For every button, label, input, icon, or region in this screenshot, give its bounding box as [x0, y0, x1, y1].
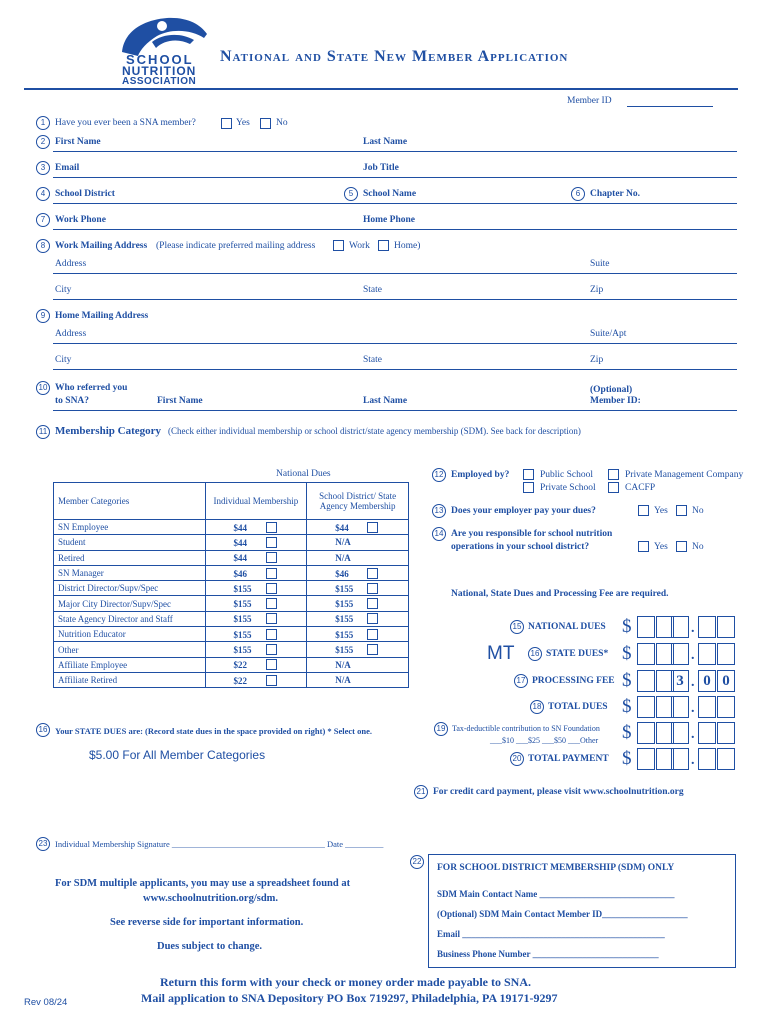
q16-label: STATE DUES* [546, 649, 609, 659]
logo-line3: ASSOCIATION [122, 76, 197, 87]
sdm-price: N/A [335, 659, 351, 670]
q18-dollar-sign: $ [622, 696, 632, 717]
first-name-label: First Name [55, 137, 101, 147]
responsible-no-checkbox[interactable] [676, 541, 687, 552]
referrer-member-id-label: Member ID: [590, 396, 641, 406]
dues-row [54, 642, 409, 657]
dues-row [54, 520, 409, 535]
individual-checkbox[interactable] [266, 583, 277, 594]
q6-number: 6 [571, 187, 585, 201]
sdm-checkbox[interactable] [367, 583, 378, 594]
q19-decimal-point: . [691, 727, 695, 742]
chapter-no-label: Chapter No. [590, 189, 640, 199]
q12-number: 12 [432, 468, 446, 482]
responsible-label-1: Are you responsible for school nutrition [451, 529, 613, 539]
q16-decimal-point: . [691, 648, 695, 663]
individual-cell [205, 611, 307, 626]
dues-row [54, 581, 409, 596]
q1-no-checkbox[interactable] [260, 118, 271, 129]
individual-checkbox[interactable] [266, 522, 277, 533]
q16-digit-box[interactable] [698, 643, 716, 665]
home-city-label: City [55, 355, 72, 365]
dues-row [54, 627, 409, 642]
q21-number: 21 [414, 785, 428, 799]
page-title: National and State New Member Application [220, 48, 569, 65]
q19-digit-box[interactable] [717, 722, 735, 744]
individual-cell [205, 657, 307, 672]
q20-label: TOTAL PAYMENT [528, 754, 609, 764]
q16-digit-box[interactable] [671, 643, 689, 665]
category-cell: Student [54, 535, 206, 550]
individual-cell [205, 627, 307, 642]
work-suite-label: Suite [590, 259, 610, 269]
sdm-price: N/A [335, 675, 351, 686]
private-mgmt-checkbox[interactable] [608, 469, 619, 480]
name-line[interactable] [53, 151, 737, 152]
dues-row [54, 672, 409, 687]
sdm-cell [307, 657, 409, 672]
responsible-no-label: No [692, 542, 704, 552]
q17-decimal-point: . [691, 675, 695, 690]
sdm-price: N/A [335, 552, 351, 563]
q19-digit-box[interactable] [671, 722, 689, 744]
sdm-cell [307, 596, 409, 611]
reverse-side-note: See reverse side for important information. [110, 917, 304, 928]
category-cell: Retired [54, 550, 206, 565]
q2-number: 2 [36, 135, 50, 149]
category-cell: Other [54, 642, 206, 657]
foundation-label-2: ___$10 ___$25 ___$50 ___Other [490, 736, 599, 745]
dues-required-note: National, State Dues and Processing Fee are required. [451, 589, 669, 599]
sdm-price: $46 [335, 568, 349, 579]
individual-cell [205, 520, 307, 535]
employer-pays-yes-label: Yes [654, 506, 668, 516]
sdm-checkbox[interactable] [367, 613, 378, 624]
q18-decimal-point: . [691, 701, 695, 716]
q1-no-label: No [276, 118, 288, 128]
last-name-label: Last Name [363, 137, 408, 147]
sdm-note-2: www.schoolnutrition.org/sdm. [143, 893, 279, 904]
private-school-checkbox[interactable] [523, 482, 534, 493]
individual-price: $44 [233, 553, 248, 564]
individual-checkbox[interactable] [266, 598, 277, 609]
sdm-price: $155 [335, 645, 354, 656]
sdm-price: $155 [335, 583, 354, 594]
q20-digit-box[interactable] [671, 748, 689, 770]
q23-number: 23 [36, 837, 50, 851]
sdm-cell [307, 627, 409, 642]
q18-digit-box[interactable] [671, 696, 689, 718]
q20-digit-box[interactable] [717, 748, 735, 770]
referrer-first-label: First Name [157, 396, 203, 406]
work-city-label: City [55, 285, 72, 295]
col-individual: Individual Membership [205, 483, 307, 520]
q16-number: 16 [528, 647, 542, 661]
credit-card-note: For credit card payment, please visit www.schoolnutrition.org [433, 787, 684, 797]
logo-graphic-icon [112, 12, 212, 56]
national-dues-heading: National Dues [276, 469, 331, 479]
q19-digit-box[interactable] [637, 722, 655, 744]
col-member-categories: Member Categories [54, 483, 206, 520]
sdm-cell [307, 581, 409, 596]
sna-logo [112, 12, 212, 92]
dues-row [54, 611, 409, 626]
q17-digit-box[interactable]: 3 [671, 670, 689, 692]
work-address-label: Address [55, 259, 87, 269]
q7-number: 7 [36, 213, 50, 227]
email-label: Email [55, 163, 80, 173]
q20-decimal-point: . [691, 753, 695, 768]
individual-price: $22 [233, 675, 248, 686]
q19-number: 19 [434, 722, 448, 736]
school-name-label: School Name [363, 189, 417, 199]
sdm-contact-name[interactable]: SDM Main Contact Name ______________________________ [437, 889, 675, 899]
q16-digit-box[interactable] [717, 643, 735, 665]
sdm-cell [307, 550, 409, 565]
q11-number: 11 [36, 425, 50, 439]
individual-price: $155 [233, 629, 252, 640]
q3-number: 3 [36, 161, 50, 175]
public-school-label: Public School [540, 470, 594, 480]
q15-dollar-sign: $ [622, 616, 632, 637]
dues-row [54, 657, 409, 672]
sdm-checkbox[interactable] [367, 598, 378, 609]
return-instruction: Return this form with your check or money order made payable to SNA. [160, 975, 531, 989]
sdm-email[interactable]: Email _____________________________________________ [437, 929, 665, 939]
q17-digit-box[interactable] [637, 670, 655, 692]
referrer-last-label: Last Name [363, 396, 408, 406]
q18-digit-box[interactable] [637, 696, 655, 718]
preferred-note: (Please indicate preferred mailing address [156, 241, 316, 251]
q13-number: 13 [432, 504, 446, 518]
sdm-checkbox[interactable] [367, 629, 378, 640]
q16-left-number: 16 [36, 723, 50, 737]
individual-cell [205, 565, 307, 580]
employer-pays-yes-checkbox[interactable] [638, 505, 649, 516]
responsible-label-2: operations in your school district? [451, 542, 590, 552]
sdm-cell [307, 672, 409, 687]
responsible-yes-label: Yes [654, 542, 668, 552]
sdm-box-title: FOR SCHOOL DISTRICT MEMBERSHIP (SDM) ONLY [437, 863, 675, 873]
individual-cell [205, 535, 307, 550]
referrer-line[interactable] [53, 410, 737, 411]
q16-dollar-sign: $ [622, 643, 632, 664]
q20-number: 20 [510, 752, 524, 766]
individual-price: $46 [233, 568, 248, 579]
q17-label: PROCESSING FEE [532, 676, 615, 686]
q1-yes-checkbox[interactable] [221, 118, 232, 129]
q18-digit-box[interactable] [717, 696, 735, 718]
mail-instruction: Mail application to SNA Depository PO Box 719297, Philadelphia, PA 19171-9297 [141, 991, 558, 1005]
sdm-business-phone[interactable]: Business Phone Number ____________________________ [437, 949, 659, 959]
sdm-cell [307, 565, 409, 580]
q20-digit-box[interactable] [698, 748, 716, 770]
category-cell: Affiliate Retired [54, 672, 206, 687]
sdm-price: N/A [335, 537, 351, 548]
home-zip-label: Zip [590, 355, 604, 365]
individual-price: $155 [233, 645, 252, 656]
dues-table [53, 482, 409, 688]
home-state-label: State [363, 355, 382, 365]
public-school-checkbox[interactable] [523, 469, 534, 480]
home-suite-label: Suite/Apt [590, 329, 627, 339]
membership-category-note: (Check either individual membership or school district/state agency membership (SDM). See back for description) [168, 426, 581, 436]
signature-line[interactable]: Individual Membership Signature ____________________________________ Date _________ [55, 839, 384, 849]
individual-checkbox[interactable] [266, 613, 277, 624]
member-id-field[interactable] [627, 106, 713, 107]
q14-number: 14 [432, 527, 446, 541]
sdm-price: $155 [335, 599, 354, 610]
q8-number: 8 [36, 239, 50, 253]
state-dues-instruction: Your STATE DUES are: (Record state dues in the space provided on right) * Select one. [55, 726, 373, 736]
individual-price: $22 [233, 660, 248, 671]
state-dues-amount: $5.00 For All Member Categories [89, 748, 266, 762]
sdm-note-1: For SDM multiple applicants, you may use a spreadsheet found at [55, 878, 351, 889]
dues-row [54, 550, 409, 565]
sdm-price: $155 [335, 629, 354, 640]
sdm-box [428, 854, 736, 968]
employer-pays-label: Does your employer pay your dues? [451, 506, 596, 516]
job-title-label: Job Title [363, 163, 399, 173]
q17-digit-box[interactable]: 0 [698, 670, 716, 692]
individual-cell [205, 596, 307, 611]
q18-digit-box[interactable] [698, 696, 716, 718]
q16-digit-box[interactable] [637, 643, 655, 665]
preferred-home-label: Home) [394, 241, 421, 251]
individual-price: $155 [233, 583, 252, 594]
sdm-cell [307, 611, 409, 626]
q15-label: NATIONAL DUES [528, 622, 606, 632]
q19-dollar-sign: $ [622, 722, 632, 743]
private-school-label: Private School [540, 483, 596, 493]
individual-checkbox[interactable] [266, 537, 277, 548]
category-cell: Affiliate Employee [54, 657, 206, 672]
q15-decimal-point: . [691, 621, 695, 636]
q15-digit-box[interactable] [717, 616, 735, 638]
referred-label-2: to SNA? [55, 396, 90, 406]
school-district-label: School District [55, 189, 115, 199]
dues-change-note: Dues subject to change. [157, 941, 262, 952]
dues-row [54, 596, 409, 611]
logo-line1: SCHOOL [126, 52, 194, 67]
category-cell: District Director/Supv/Spec [54, 581, 206, 596]
preferred-work-checkbox[interactable] [333, 240, 344, 251]
q9-number: 9 [36, 309, 50, 323]
revision-label: Rev 08/24 [24, 997, 68, 1008]
category-cell: State Agency Director and Staff [54, 611, 206, 626]
individual-checkbox[interactable] [266, 675, 277, 686]
sdm-cell [307, 535, 409, 550]
individual-checkbox[interactable] [266, 568, 277, 579]
individual-price: $44 [233, 522, 248, 533]
category-cell: SN Employee [54, 520, 206, 535]
work-phone-label: Work Phone [55, 215, 106, 225]
home-address-label: Address [55, 329, 87, 339]
q1-label: Have you ever been a SNA member? [55, 118, 196, 128]
employer-pays-no-checkbox[interactable] [676, 505, 687, 516]
home-phone-label: Home Phone [363, 215, 415, 225]
phone-line[interactable] [53, 229, 737, 230]
responsible-yes-checkbox[interactable] [638, 541, 649, 552]
individual-price: $44 [233, 537, 248, 548]
individual-cell [205, 642, 307, 657]
col-sdm: School District/ State Agency Membership [307, 483, 409, 520]
q15-number: 15 [510, 620, 524, 634]
category-cell: Nutrition Educator [54, 627, 206, 642]
q18-label: TOTAL DUES [548, 702, 608, 712]
cacfp-checkbox[interactable] [608, 482, 619, 493]
work-state-label: State [363, 285, 382, 295]
district-line[interactable] [53, 203, 737, 204]
foundation-label-1: Tax-deductible contribution to SN Foundation [452, 724, 600, 733]
member-id-label: Member ID [567, 96, 612, 106]
work-mailing-label: Work Mailing Address [55, 241, 148, 251]
sdm-price: $44 [335, 522, 349, 533]
individual-cell [205, 581, 307, 596]
q15-digit-box[interactable] [637, 616, 655, 638]
work-city-line[interactable] [53, 299, 737, 300]
individual-checkbox[interactable] [266, 644, 277, 655]
q22-number: 22 [410, 855, 424, 869]
state-code: MT [487, 643, 515, 664]
sdm-cell [307, 520, 409, 535]
category-cell: SN Manager [54, 565, 206, 580]
referrer-optional: (Optional) [590, 385, 633, 395]
work-zip-label: Zip [590, 285, 604, 295]
q15-digit-box[interactable] [698, 616, 716, 638]
home-city-line[interactable] [53, 369, 737, 370]
q15-digit-box[interactable] [671, 616, 689, 638]
sdm-checkbox[interactable] [367, 568, 378, 579]
preferred-home-checkbox[interactable] [378, 240, 389, 251]
sdm-contact-member-id[interactable]: (Optional) SDM Main Contact Member ID___________________ [437, 909, 688, 919]
sdm-price: $155 [335, 614, 354, 625]
q4-number: 4 [36, 187, 50, 201]
q17-number: 17 [514, 674, 528, 688]
q19-digit-box[interactable] [698, 722, 716, 744]
dues-row [54, 535, 409, 550]
preferred-work-label: Work [349, 241, 370, 251]
sdm-checkbox[interactable] [367, 644, 378, 655]
individual-price: $155 [233, 614, 252, 625]
q17-digit-box[interactable]: 0 [717, 670, 735, 692]
individual-checkbox[interactable] [266, 659, 277, 670]
employed-by-label: Employed by? [451, 470, 510, 480]
employer-pays-no-label: No [692, 506, 704, 516]
sdm-cell [307, 642, 409, 657]
logo-line2: NUTRITION [122, 64, 197, 78]
individual-checkbox[interactable] [266, 552, 277, 563]
q10-number: 10 [36, 381, 50, 395]
email-line[interactable] [53, 177, 737, 178]
home-address-line[interactable] [53, 343, 737, 344]
cacfp-label: CACFP [625, 483, 656, 493]
q20-dollar-sign: $ [622, 748, 632, 769]
membership-category-label: Membership Category [55, 425, 162, 437]
category-cell: Major City Director/Supv/Spec [54, 596, 206, 611]
individual-cell [205, 672, 307, 687]
individual-price: $155 [233, 599, 252, 610]
private-mgmt-label: Private Management Company [625, 470, 744, 480]
q1-yes-label: Yes [236, 118, 250, 128]
q20-digit-box[interactable] [637, 748, 655, 770]
individual-checkbox[interactable] [266, 629, 277, 640]
work-address-line[interactable] [53, 273, 737, 274]
title-rule [24, 88, 738, 90]
home-mailing-label: Home Mailing Address [55, 311, 149, 321]
q5-number: 5 [344, 187, 358, 201]
referred-label-1: Who referred you [55, 383, 128, 393]
sdm-checkbox[interactable] [367, 522, 378, 533]
dues-row [54, 565, 409, 580]
q1-number: 1 [36, 116, 50, 130]
q18-number: 18 [530, 700, 544, 714]
individual-cell [205, 550, 307, 565]
q17-dollar-sign: $ [622, 670, 632, 691]
